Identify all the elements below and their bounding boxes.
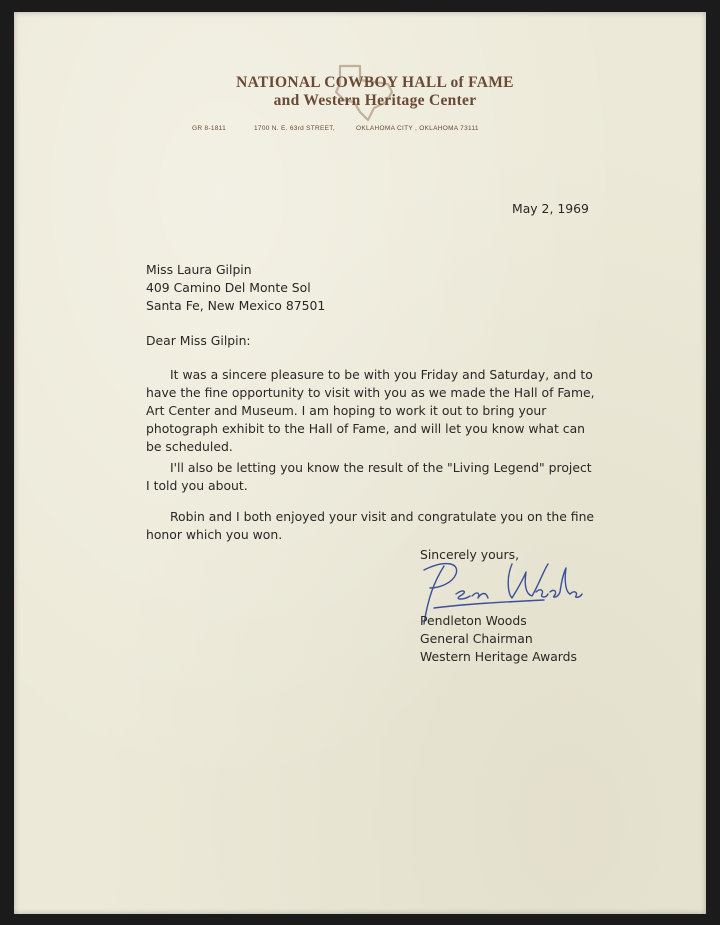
letterhead-title: NATIONAL COWBOY HALL of FAME (236, 74, 514, 91)
recipient-street: 409 Camino Del Monte Sol (146, 280, 311, 295)
recipient-name: Miss Laura Gilpin (146, 262, 252, 277)
signer-block (420, 612, 577, 666)
letterhead-subtitle: and Western Heritage Center (273, 92, 477, 109)
letter-page (14, 12, 706, 914)
body-paragraph-3 (146, 508, 596, 544)
body-paragraph-1 (146, 366, 596, 456)
signer-name: Pendleton Woods (420, 613, 527, 628)
body-paragraph-3-text: Robin and I both enjoyed your visit and congratulate you on the fine honor which you won. (146, 509, 595, 542)
body-paragraph-2 (146, 459, 596, 495)
body-paragraph-2-text: I'll also be letting you know the result of the "Living Legend" project I told you about. (146, 460, 592, 493)
body-paragraph-1-text: It was a sincere pleasure to be with you Friday and Saturday, and to have the fine opportunity to visit with you as we made the Hall of Fame, Art Center and Museum. I am hoping to work it out to bring your photograph exhibit to the Hall of Fame, and will let you know what can be scheduled. (146, 367, 595, 454)
letter-date: May 2, 1969 (512, 201, 589, 216)
recipient-address (146, 261, 325, 315)
closing: Sincerely yours, (420, 547, 520, 562)
recipient-city: Santa Fe, New Mexico 87501 (146, 298, 326, 313)
letterhead-city: OKLAHOMA CITY , OKLAHOMA 73111 (356, 125, 479, 132)
letterhead-street: 1700 N. E. 63rd STREET, (254, 125, 335, 132)
letterhead-phone: GR 8-1811 (192, 125, 227, 132)
salutation: Dear Miss Gilpin: (146, 333, 251, 348)
signer-title: General Chairman (420, 631, 533, 646)
signer-org: Western Heritage Awards (420, 649, 578, 664)
